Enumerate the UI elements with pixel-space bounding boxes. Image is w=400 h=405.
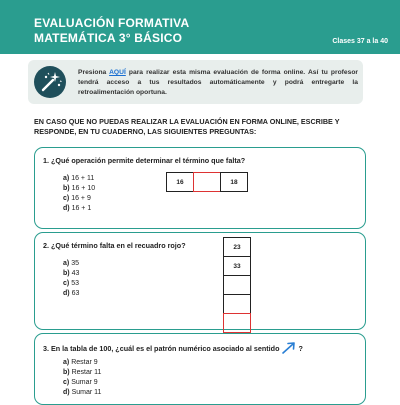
question-3-title xyxy=(43,342,303,356)
question-1-box xyxy=(34,147,366,229)
option-letter: d) xyxy=(63,389,70,396)
option-letter: a) xyxy=(63,175,70,182)
sequence-cell: 18 xyxy=(220,172,248,192)
option-letter: d) xyxy=(63,290,70,297)
diagonal-arrow-icon xyxy=(282,342,296,356)
online-info-text xyxy=(78,68,358,98)
column-missing-cell xyxy=(223,313,251,333)
question-2-options xyxy=(63,259,79,299)
option-a[interactable] xyxy=(63,358,101,368)
question-1-title: 1. ¿Qué operación permite determinar el término que falta? xyxy=(43,156,246,165)
option-d[interactable] xyxy=(63,289,79,299)
column-cell: 33 xyxy=(223,256,251,276)
question-3-box xyxy=(34,333,366,405)
option-d[interactable] xyxy=(63,388,101,398)
option-c[interactable] xyxy=(63,194,95,204)
option-b[interactable] xyxy=(63,368,101,378)
option-text: 16 + 11 xyxy=(71,175,95,182)
option-c[interactable] xyxy=(63,279,79,289)
online-evaluation-link[interactable]: AQUÍ xyxy=(109,69,126,76)
question-3-title-end: ? xyxy=(298,343,303,353)
column-cell: 23 xyxy=(223,237,251,257)
instructions-text: EN CASO QUE NO PUEDAS REALIZAR LA EVALUACIÓN EN FORMA ONLINE, ESCRIBE Y RESPONDE, EN TU CUADERNO, LAS SIGUIENTES PREGUNTAS: xyxy=(34,117,340,136)
info-text-before: Presiona xyxy=(78,69,110,76)
classes-label: Clases 37 a la 40 xyxy=(332,38,388,45)
option-letter: c) xyxy=(63,379,70,386)
option-letter: d) xyxy=(63,205,70,212)
option-text: 43 xyxy=(71,270,80,277)
option-text: 63 xyxy=(71,290,80,297)
option-letter: a) xyxy=(63,359,70,366)
option-text: 35 xyxy=(71,260,79,267)
option-b[interactable] xyxy=(63,184,95,194)
option-text: 16 + 9 xyxy=(71,195,91,202)
online-info-box xyxy=(28,60,363,104)
option-text: 16 + 1 xyxy=(71,205,92,212)
option-text: Sumar 9 xyxy=(71,379,98,386)
option-text: 53 xyxy=(71,280,79,287)
number-column xyxy=(223,238,249,333)
number-sequence xyxy=(167,172,248,192)
option-d[interactable] xyxy=(63,204,95,214)
option-letter: a) xyxy=(63,260,70,267)
option-text: Restar 9 xyxy=(71,359,98,366)
column-cell xyxy=(223,275,251,295)
question-1-options xyxy=(63,174,95,214)
option-letter: c) xyxy=(63,280,70,287)
option-letter: c) xyxy=(63,195,70,202)
question-2-box xyxy=(34,232,366,330)
option-c[interactable] xyxy=(63,378,101,388)
option-a[interactable] xyxy=(63,259,79,269)
page-title-line1: EVALUACIÓN FORMATIVA xyxy=(34,16,190,30)
question-3-title-text: 3. En la tabla de 100, ¿cuál es el patrón numérico asociado al sentido xyxy=(43,343,280,353)
sequence-missing-cell xyxy=(193,172,221,192)
question-3-options xyxy=(63,358,101,398)
option-letter: b) xyxy=(63,270,70,277)
option-b[interactable] xyxy=(63,269,79,279)
page-title-line2: MATEMÁTICA 3° BÁSICO xyxy=(34,31,183,45)
option-text: Restar 11 xyxy=(71,369,102,376)
option-letter: b) xyxy=(63,369,70,376)
option-letter: b) xyxy=(63,185,70,192)
option-text: Sumar 11 xyxy=(71,389,102,396)
option-a[interactable] xyxy=(63,174,95,184)
magic-wand-icon xyxy=(34,66,66,98)
question-2-title: 2. ¿Qué término falta en el recuadro rojo? xyxy=(43,241,186,250)
column-cell xyxy=(223,294,251,314)
sequence-cell: 16 xyxy=(166,172,194,192)
header-banner xyxy=(0,0,400,54)
option-text: 16 + 10 xyxy=(71,185,96,192)
info-text-after: para realizar esta misma evaluación de forma online. Así tu profesor tendrá acceso a tus resultados automáticamente y podrá entregarte la retroalimentación oportuna. xyxy=(78,69,359,96)
